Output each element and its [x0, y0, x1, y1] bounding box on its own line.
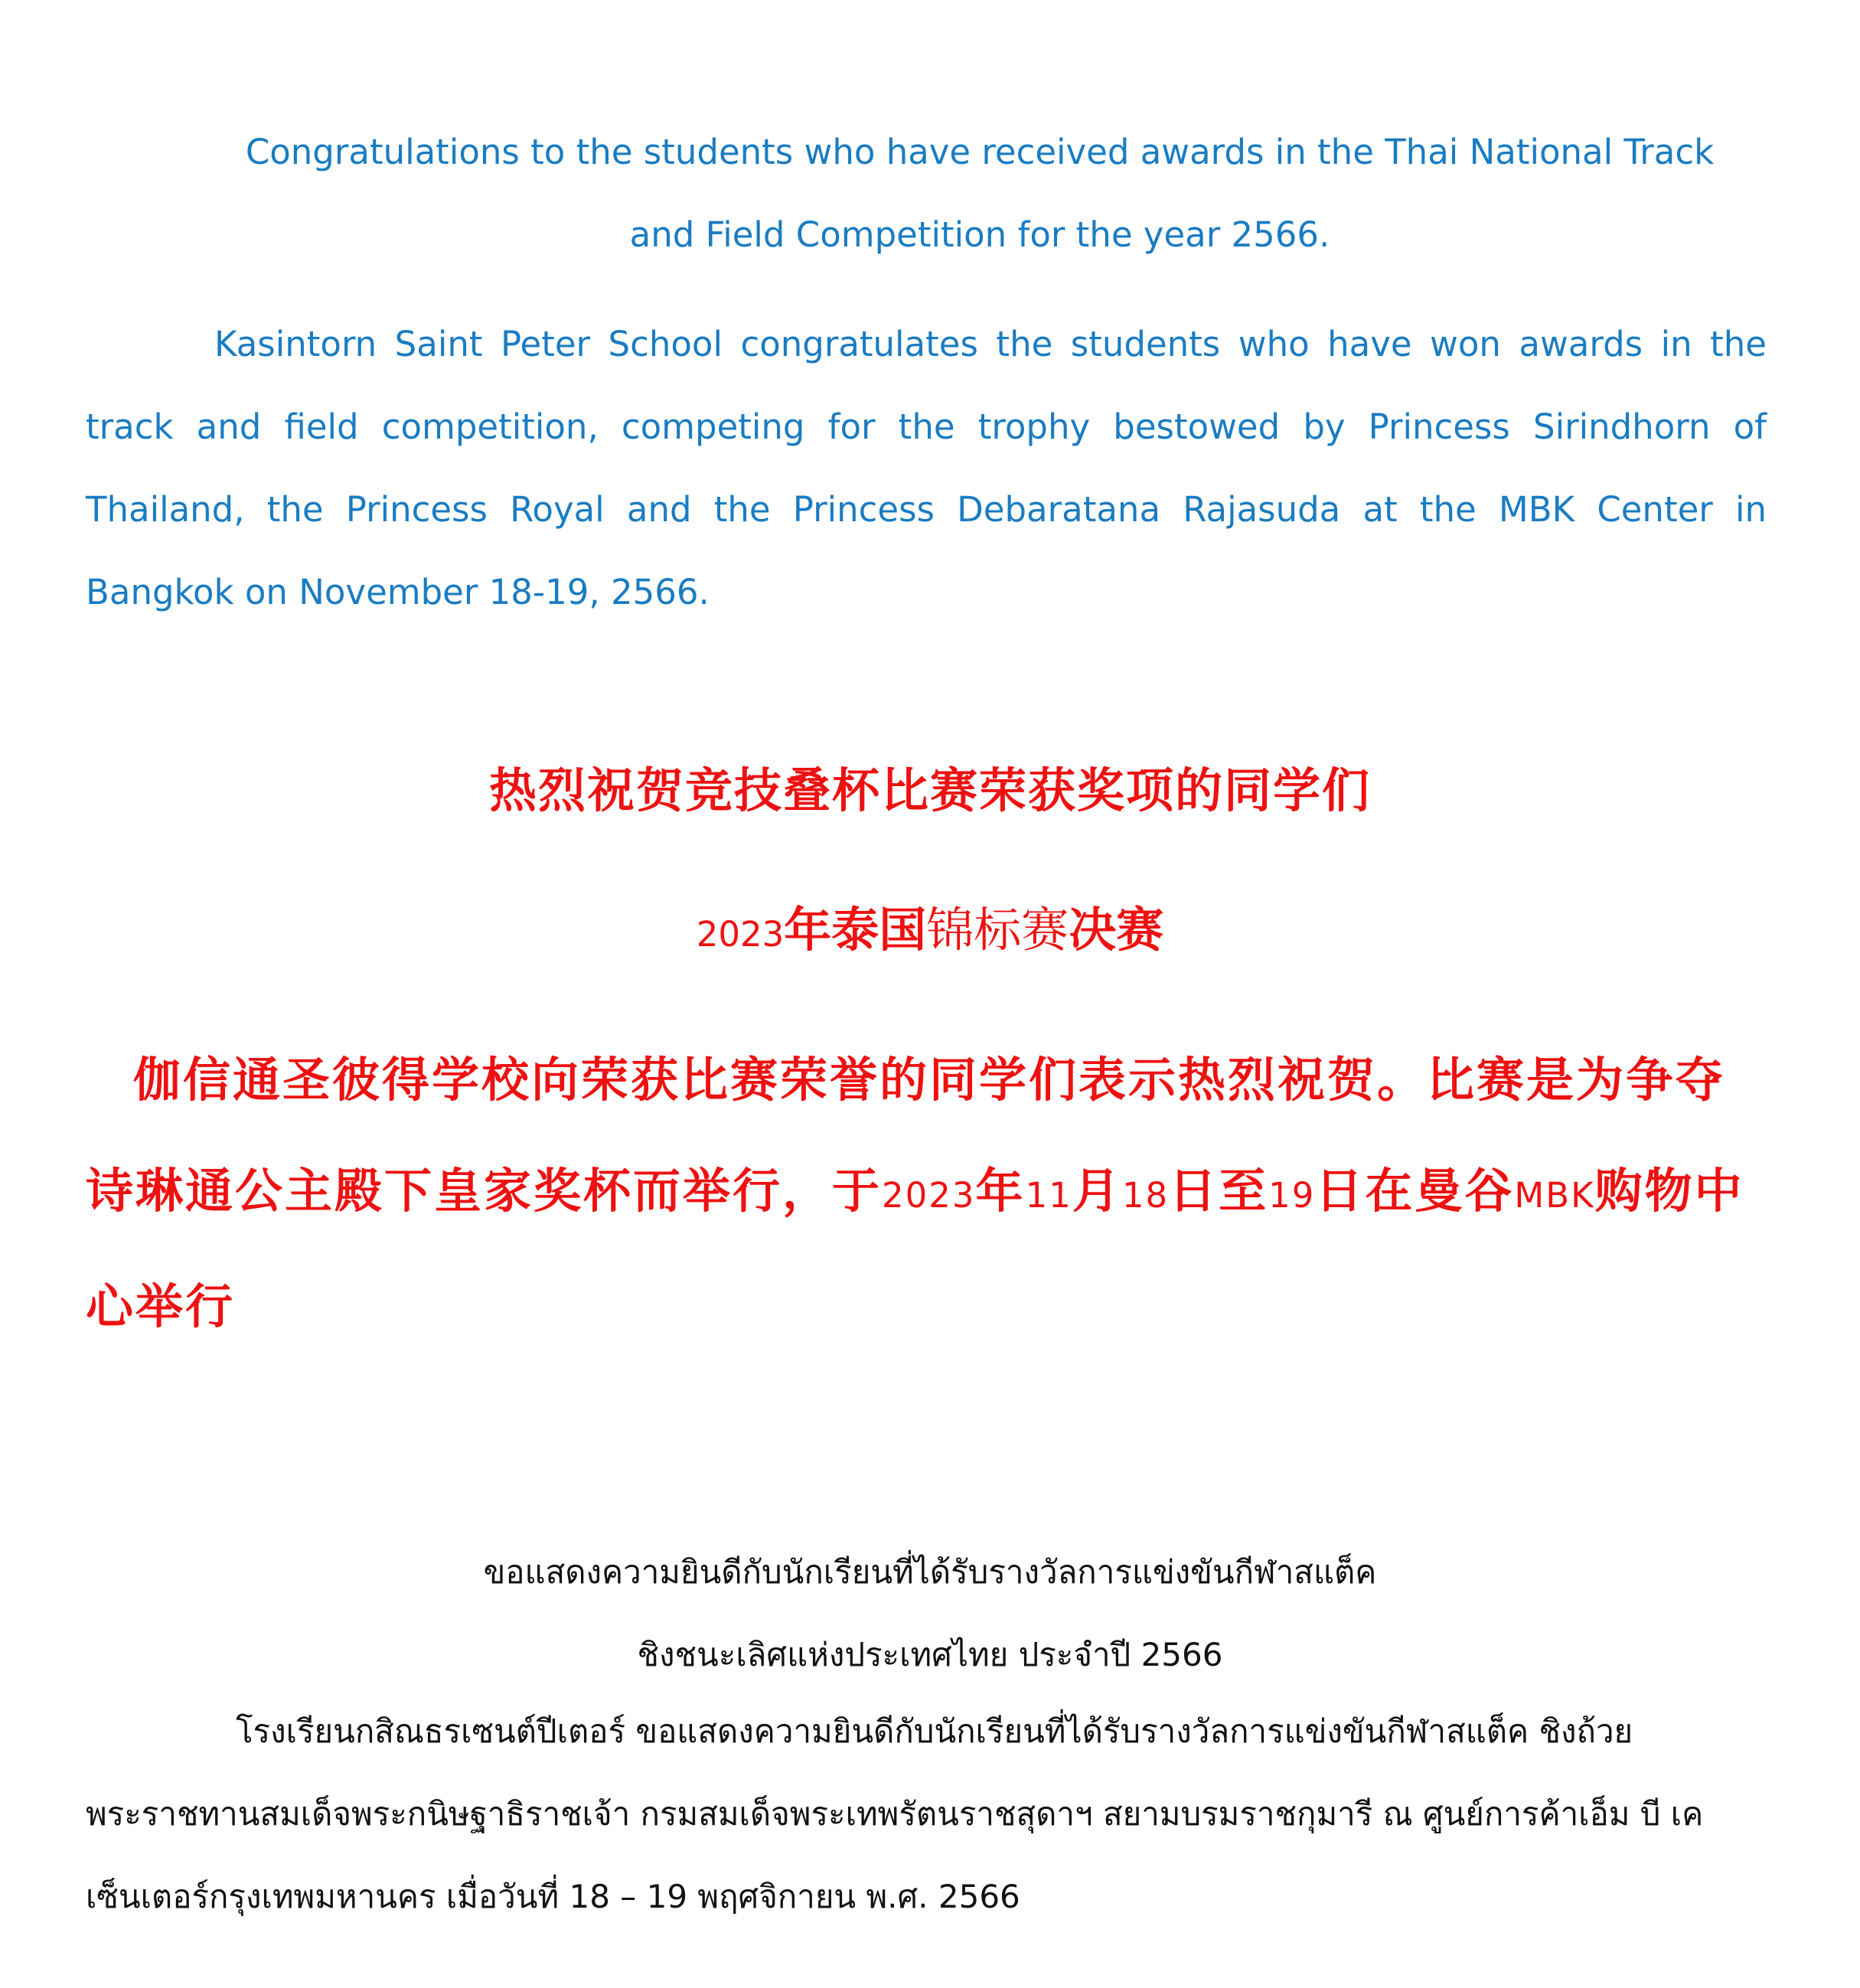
chinese-subtitle-year: 2023: [696, 914, 785, 955]
chinese-body-paragraph: [86, 1024, 1767, 1362]
chinese-body-part-3: 购物中心举行: [86, 1163, 1744, 1334]
chinese-subtitle-part-2: 锦标赛: [926, 902, 1069, 958]
thai-body-paragraph: โรงเรียนกสิณธรเซนต์ปีเตอร์ ขอแสดงความยินดีกับนักเรียนที่ได้รับรางวัลการแข่งขันกีฬาสแต็ค ชิงถ้วยพระราชทานสมเด็จพระกนิษฐาธิราชเจ้า กรมสมเด็จพระเทพรัตนราชสุดาฯ สยามบรมราชกุมารี ณ ศูนย์การค้าเอ็ม บี เค เซ็นเตอร์กรุงเทพมหานคร เมื่อวันที่ 18 – 19 พฤศจิกายน พ.ศ. 2566: [86, 1712, 1704, 1915]
chinese-subtitle: [0, 896, 1860, 969]
chinese-body-month: 11: [1025, 1175, 1072, 1216]
chinese-title: 热烈祝贺竞技叠杯比赛荣获奖项的同学们: [488, 762, 1371, 818]
chinese-body-day-end: 19: [1268, 1175, 1316, 1216]
english-title-line-2: and Field Competition for the year 2566.: [629, 214, 1330, 255]
chinese-body-char-day-2: 日: [1315, 1163, 1366, 1219]
chinese-body-char-day-1: 日至: [1169, 1163, 1269, 1219]
chinese-body-char-year: 年: [975, 1163, 1026, 1219]
chinese-body-part-1: 伽信通圣彼得学校向荣获比赛荣誉的同学们表示热烈祝贺。比赛是为争夺诗琳通公主殿下皇家奖杯而举行，于: [86, 1052, 1726, 1219]
thai-title: [0, 1531, 1860, 1696]
chinese-subtitle-part-1: 年泰国: [784, 902, 927, 958]
english-body-paragraph: Kasintorn Saint Peter School congratulates the students who have won awards in the track and field competition, competing for the trophy bestowed by Princess Sirindhorn of Thailand, the Princess Royal and the Princess Debaratana Rajasuda at the MBK Center in Bangkok on November 18-19, 2566.: [86, 324, 1767, 612]
thai-title-line-1: ขอแสดงความยินดีกับนักเรียนที่ได้รับรางวัลการแข่งขันกีฬาสแต็ค: [483, 1553, 1377, 1591]
thai-title-line-2: ชิงชนะเลิศแห่งประเทศไทย ประจำปี 2566: [637, 1636, 1223, 1673]
chinese-body-char-month: 月: [1072, 1163, 1122, 1219]
chinese-body-mbk: MBK: [1514, 1175, 1595, 1216]
english-title: [230, 111, 1730, 276]
chinese-body-day-start: 18: [1121, 1175, 1170, 1216]
chinese-body-part-2: 在曼谷: [1365, 1163, 1515, 1219]
chinese-subtitle-part-3: 决赛: [1069, 902, 1164, 958]
chinese-body-year: 2023: [882, 1175, 976, 1216]
english-title-line-1: Congratulations to the students who have received awards in the Thai National Track: [245, 132, 1715, 172]
